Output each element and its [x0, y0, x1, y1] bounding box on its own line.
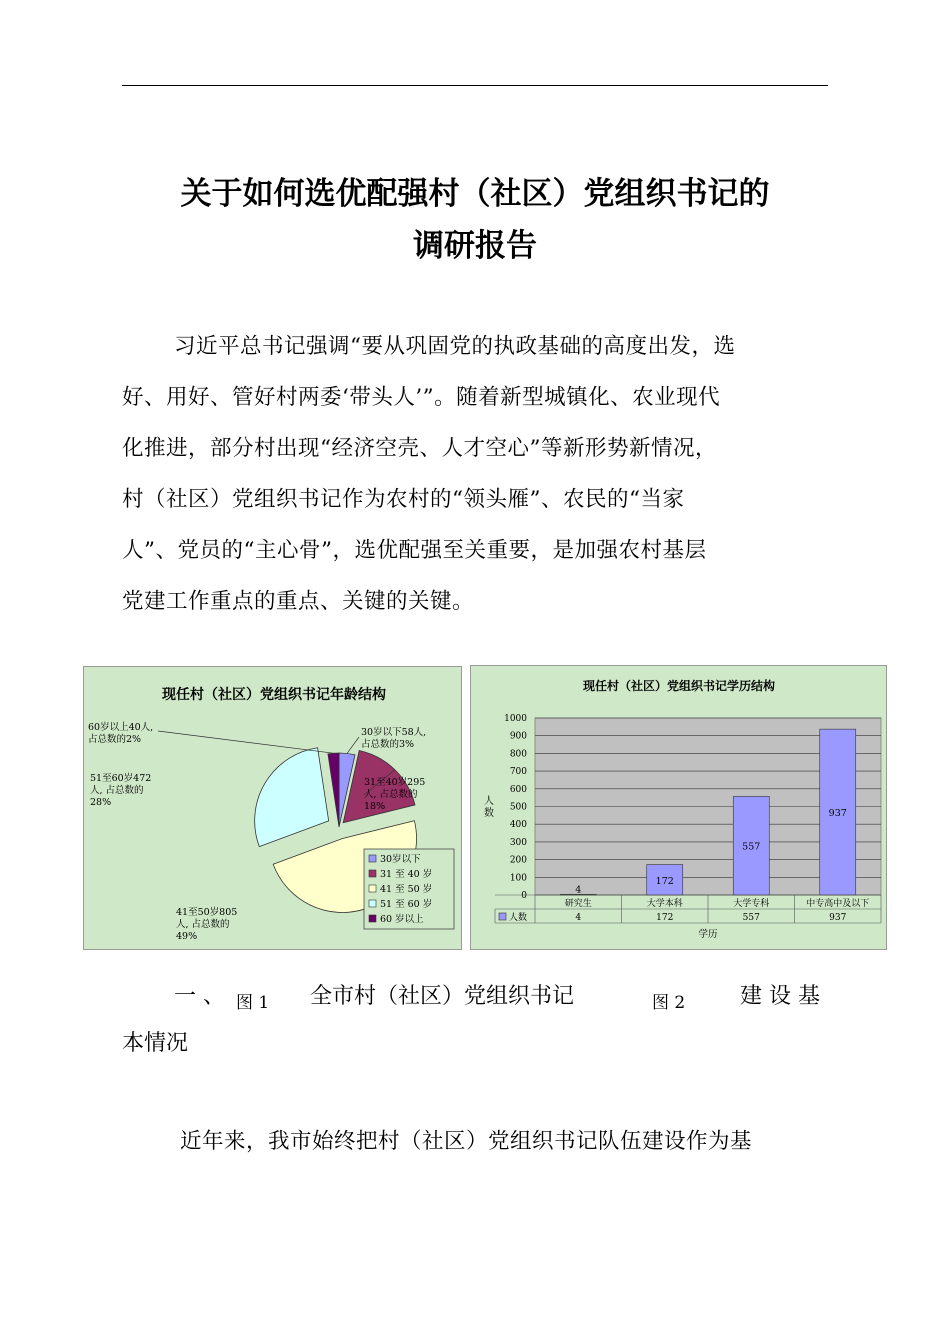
pie-data-label: 人, 占总数的	[364, 789, 418, 800]
pie-data-label: 占总数的2%	[88, 734, 142, 745]
bar-y-tick-label: 300	[509, 837, 527, 848]
intro-line: 村（社区）党组织书记作为农村的“领头雁”、农民的“当家	[122, 487, 685, 512]
pie-legend-swatch	[369, 900, 376, 907]
bar-y-tick-label: 900	[509, 731, 527, 742]
bar-y-tick-label: 200	[509, 855, 527, 866]
bar-data-label: 172	[655, 875, 674, 887]
education-bar-svg	[471, 666, 886, 949]
body-paragraph	[122, 1116, 828, 1167]
intro-line: 好、用好、管好村两委‘带头人’”。随着新型城镇化、农业现代	[122, 385, 721, 410]
pie-legend-label: 51 至 60 岁	[380, 899, 433, 910]
bar-table-value: 4	[575, 913, 582, 923]
bar-y-tick-label: 0	[521, 891, 527, 901]
bar-y-tick-label: 400	[509, 820, 527, 831]
bar-y-tick-label: 600	[509, 784, 527, 795]
pie-data-label: 41至50岁805	[176, 907, 238, 918]
pie-data-label: 人, 占总数的	[90, 785, 144, 796]
section-heading-number: 一 、	[174, 984, 225, 1009]
pie-legend-label: 31 至 40 岁	[380, 869, 433, 880]
pie-legend-swatch	[369, 855, 376, 862]
bar-data-label: 4	[575, 884, 582, 896]
figure-1-caption: 图 1	[236, 993, 270, 1013]
bar-y-tick-label: 800	[509, 749, 527, 760]
pie-chart-title: 现任村（社区）党组织书记年龄结构	[162, 687, 386, 703]
bar-table-value: 557	[742, 913, 760, 923]
bar-chart-title: 现任村（社区）党组织书记学历结构	[582, 679, 776, 693]
intro-line: 党建工作重点的重点、关键的关键。	[122, 589, 475, 614]
figure-2-caption: 图 2	[652, 993, 686, 1013]
pie-slice	[255, 748, 329, 847]
bar-category-label: 大学专科	[733, 899, 770, 909]
bar-data-label: 557	[742, 841, 761, 853]
pie-data-label: 51至60岁472	[90, 773, 152, 784]
pie-data-label: 31至40岁295	[364, 777, 426, 788]
pie-data-label: 28%	[90, 797, 112, 808]
bar-category-label: 大学本科	[646, 899, 683, 909]
pie-data-label: 占总数的3%	[361, 739, 415, 750]
bar-series-name: 人数	[509, 913, 528, 923]
education-bar-chart	[470, 665, 887, 950]
bar-legend-swatch	[499, 913, 506, 920]
section-heading-text-end: 建 设 基	[740, 984, 820, 1009]
pie-data-label: 30岁以下58人,	[361, 727, 427, 738]
pie-legend-label: 41 至 50 岁	[380, 884, 433, 895]
pie-leader-line	[347, 737, 359, 753]
pie-legend-label: 30岁以下	[380, 854, 421, 865]
bar-category-label: 中专高中及以下	[806, 899, 870, 909]
pie-legend-swatch	[369, 915, 376, 922]
intro-paragraph	[122, 321, 828, 627]
pie-data-label: 18%	[364, 801, 386, 812]
bar-y-tick-label: 700	[509, 767, 527, 778]
pie-legend-swatch	[369, 885, 376, 892]
age-pie-svg	[84, 667, 461, 949]
bar-table-value: 937	[829, 913, 847, 923]
section-heading-line-2: 本情况	[122, 1031, 189, 1056]
bar-category-label: 研究生	[564, 899, 592, 909]
pie-data-label: 60岁以上40人,	[88, 722, 154, 733]
bar-x-axis-label: 学历	[698, 929, 718, 940]
bar-table-value: 172	[656, 913, 674, 923]
bar-y-tick-label: 500	[509, 802, 527, 813]
pie-data-label: 49%	[176, 931, 198, 942]
pie-data-label: 人, 占总数的	[176, 919, 230, 930]
bar-y-tick-label: 100	[509, 873, 527, 884]
bar-y-tick-label: 1000	[504, 714, 527, 724]
intro-line: 习近平总书记强调“要从巩固党的执政基础的高度出发，选	[174, 334, 736, 359]
pie-legend-swatch	[369, 870, 376, 877]
bar-y-axis-label: 数	[484, 808, 494, 819]
header-rule	[122, 85, 828, 86]
pie-slice	[328, 753, 339, 827]
pie-leader-line	[158, 731, 333, 753]
bar-y-axis-label: 人	[484, 796, 494, 807]
bar-data-label: 937	[828, 808, 847, 820]
body-line: 近年来，我市始终把村（社区）党组织书记队伍建设作为基	[180, 1129, 753, 1154]
title-line-2: 调研报告	[413, 228, 537, 264]
intro-line: 化推进，部分村出现“经济空壳、人才空心”等新形势新情况，	[122, 436, 717, 461]
intro-line: 人”、党员的“主心骨”，选优配强至关重要，是加强农村基层	[122, 538, 707, 563]
age-pie-chart	[83, 666, 462, 950]
title-line-1: 关于如何选优配强村（社区）党组织书记的	[180, 176, 770, 212]
section-heading-text: 全市村（社区）党组织书记	[310, 984, 575, 1009]
document-title	[100, 168, 850, 272]
pie-legend-label: 60 岁以上	[380, 914, 424, 925]
